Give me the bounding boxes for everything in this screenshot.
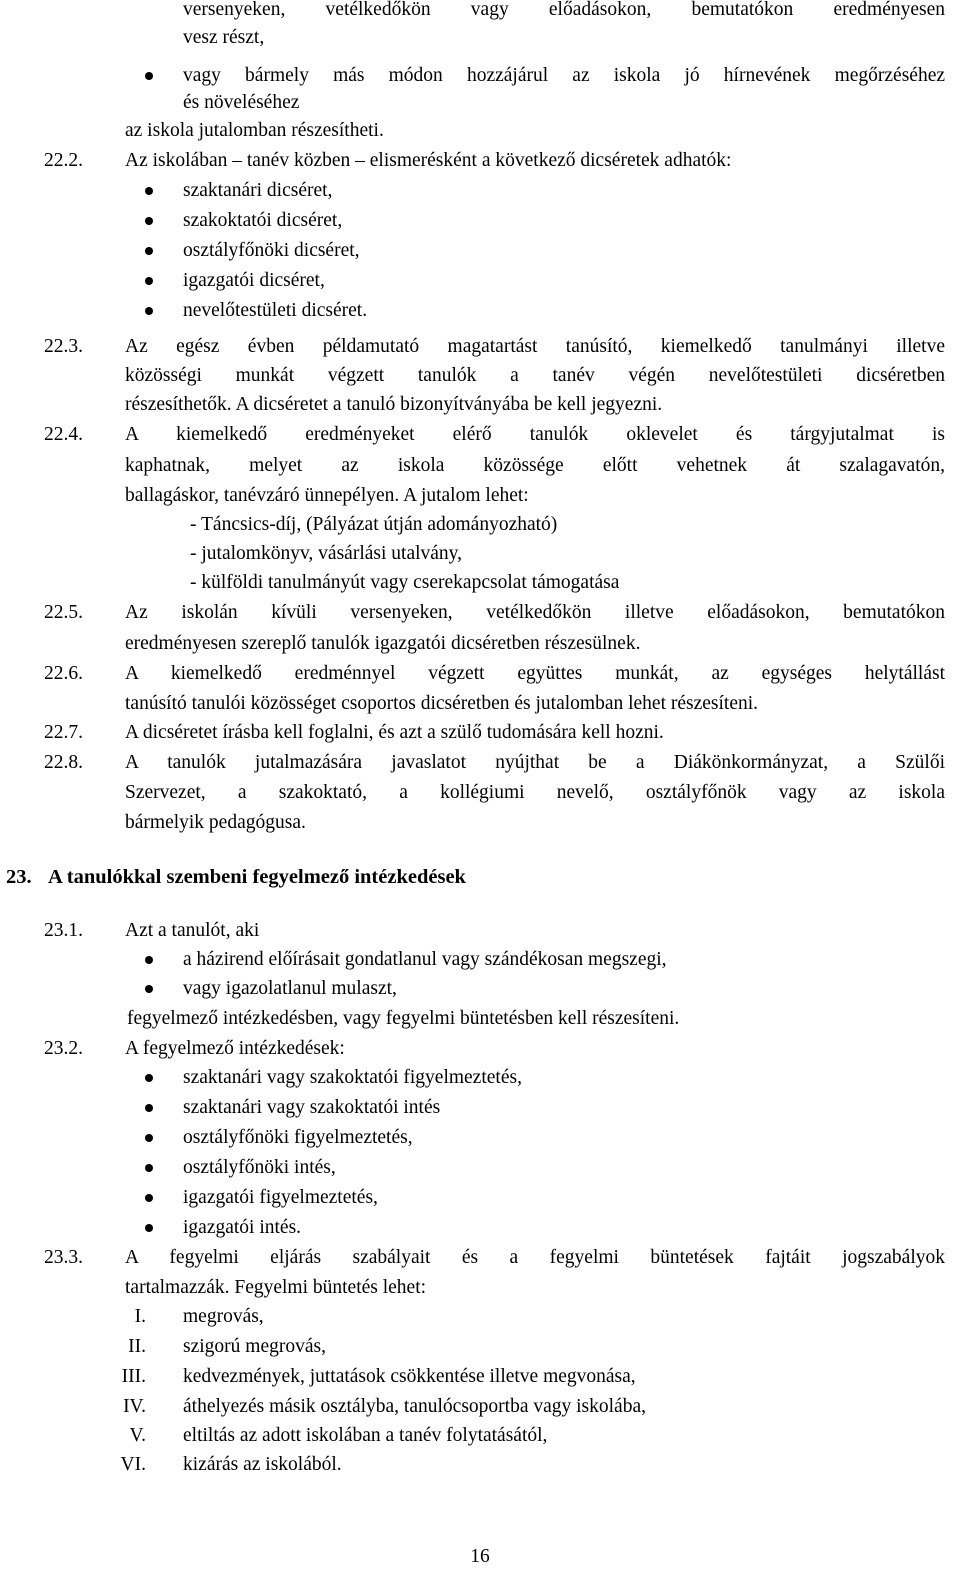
penalty-item: eltiltás az adott iskolában a tanév folytatásától,	[183, 1425, 548, 1446]
section-22-3-line-3: részesíthetők. A dicséretet a tanuló bizonyítványába be kell jegyezni.	[125, 394, 663, 415]
section-number-23-2: 23.2.	[44, 1038, 83, 1059]
bullet-icon	[145, 956, 153, 964]
section-22-6-line-1: A kiemelkedő eredménnyel végzett együttes munkát, az egységes helytállást	[125, 663, 945, 684]
intro-line-1: versenyeken, vetélkedőkön vagy előadásokon, bemutatókon eredményesen	[183, 0, 945, 20]
penalty-numeral: VI.	[120, 1454, 146, 1475]
section-22-4-line-2: kaphatnak, melyet az iskola közössége előtt vehetnek át szalagavatón,	[125, 455, 945, 476]
bullet-icon	[145, 1224, 153, 1232]
section-number-22-7: 22.7.	[44, 722, 83, 743]
section-number-22-2: 22.2.	[44, 150, 83, 171]
penalty-numeral: I.	[134, 1306, 146, 1327]
bullet-icon	[145, 1194, 153, 1202]
section-number-23-1: 23.1.	[44, 920, 83, 941]
bullet-icon	[145, 307, 153, 315]
section-22-4-line-1: A kiemelkedő eredményeket elérő tanulók oklevelet és tárgyjutalmat is	[125, 424, 945, 445]
list-item: osztályfőnöki intés,	[183, 1157, 336, 1178]
list-item: szaktanári vagy szakoktatói figyelmeztetés,	[183, 1067, 522, 1088]
section-22-8-line-2: Szervezet, a szakoktató, a kollégiumi nevelő, osztályfőnök vagy az iskola	[125, 782, 945, 803]
list-item: nevelőtestületi dicséret.	[183, 300, 368, 321]
list-item: a házirend előírásait gondatlanul vagy szándékosan megszegi,	[183, 949, 667, 970]
penalty-item: kizárás az iskolából.	[183, 1454, 342, 1475]
section-number-22-8: 22.8.	[44, 752, 83, 773]
bullet-icon	[145, 247, 153, 255]
section-number-22-6: 22.6.	[44, 663, 83, 684]
section-22-5-line-1: Az iskolán kívüli versenyeken, vetélkedőkön illetve előadásokon, bemutatókon	[125, 602, 945, 623]
reward-item: - jutalomkönyv, vásárlási utalvány,	[190, 543, 463, 564]
bullet-icon	[145, 1134, 153, 1142]
penalty-item: kedvezmények, juttatások csökkentése illetve megvonása,	[183, 1366, 636, 1387]
bullet-icon	[145, 72, 153, 80]
section-23-1-text: Azt a tanulót, aki	[125, 920, 260, 941]
intro-line-2: vesz részt,	[183, 27, 265, 48]
list-item: osztályfőnöki figyelmeztetés,	[183, 1127, 413, 1148]
list-item: szakoktatói dicséret,	[183, 210, 343, 231]
intro-line-5: az iskola jutalomban részesítheti.	[125, 120, 384, 141]
section-22-5-line-2: eredményesen szereplő tanulók igazgatói dicséretben részesülnek.	[125, 633, 641, 654]
section-22-6-line-2: tanúsító tanulói közösséget csoportos dicséretben és jutalomban lehet részesíteni.	[125, 693, 759, 714]
section-23-2-text: A fegyelmező intézkedések:	[125, 1038, 345, 1059]
page-number: 16	[470, 1546, 490, 1567]
bullet-icon	[145, 1164, 153, 1172]
intro-line-3: vagy bármely más módon hozzájárul az iskola jó hírnevének megőrzéséhez	[183, 65, 945, 86]
penalty-numeral: V.	[129, 1425, 146, 1446]
penalty-item: szigorú megrovás,	[183, 1336, 326, 1357]
bullet-icon	[145, 1074, 153, 1082]
section-number-22-5: 22.5.	[44, 602, 83, 623]
section-22-8-line-3: bármelyik pedagógusa.	[125, 812, 306, 833]
section-22-3-line-1: Az egész évben példamutató magatartást tanúsító, kiemelkedő tanulmányi illetve	[125, 336, 945, 357]
penalty-item: áthelyezés másik osztályba, tanulócsoportba vagy iskolába,	[183, 1396, 646, 1417]
penalty-numeral: II.	[128, 1336, 146, 1357]
section-22-2-text: Az iskolában – tanév közben – elismerésként a következő dicséretek adhatók:	[125, 150, 732, 171]
list-item: igazgatói figyelmeztetés,	[183, 1187, 378, 1208]
reward-item: - Táncsics-díj, (Pályázat útján adományozható)	[190, 514, 558, 535]
section-number-23-3: 23.3.	[44, 1247, 83, 1268]
list-item: igazgatói intés.	[183, 1217, 302, 1238]
list-item: osztályfőnöki dicséret,	[183, 240, 360, 261]
bullet-icon	[145, 187, 153, 195]
bullet-icon	[145, 217, 153, 225]
bullet-icon	[145, 985, 153, 993]
bullet-icon	[145, 1104, 153, 1112]
intro-line-4: és növeléséhez	[183, 92, 300, 113]
penalty-numeral: IV.	[123, 1396, 146, 1417]
penalty-item: megrovás,	[183, 1306, 264, 1327]
section-23-3-line-2: tartalmazzák. Fegyelmi büntetés lehet:	[125, 1277, 427, 1298]
section-number-22-3: 22.3.	[44, 336, 83, 357]
section-23-heading: A tanulókkal szembeni fegyelmező intézkedések	[48, 866, 466, 888]
list-item: vagy igazolatlanul mulaszt,	[183, 978, 397, 999]
penalty-numeral: III.	[121, 1366, 146, 1387]
section-22-4-line-3: ballagáskor, tanévzáró ünnepélyen. A jutalom lehet:	[125, 485, 529, 506]
list-item: szaktanári vagy szakoktatói intés	[183, 1097, 441, 1118]
section-22-8-line-1: A tanulók jutalmazására javaslatot nyújthat be a Diákönkormányzat, a Szülői	[125, 752, 945, 773]
section-23-3-line-1: A fegyelmi eljárás szabályait és a fegyelmi büntetések fajtáit jogszabályok	[125, 1247, 945, 1268]
list-item: igazgatói dicséret,	[183, 270, 325, 291]
section-22-7-line-1: A dicséretet írásba kell foglalni, és azt a szülő tudomására kell hozni.	[125, 722, 664, 743]
list-item: szaktanári dicséret,	[183, 180, 333, 201]
reward-item: - külföldi tanulmányút vagy cserekapcsolat támogatása	[190, 572, 620, 593]
bullet-icon	[145, 277, 153, 285]
section-number-22-4: 22.4.	[44, 424, 83, 445]
section-23-1-closing: fegyelmező intézkedésben, vagy fegyelmi büntetésben kell részesíteni.	[127, 1008, 680, 1029]
section-23-number: 23.	[6, 866, 32, 888]
section-22-3-line-2: közösségi munkát végzett tanulók a tanév végén nevelőtestületi dicséretben	[125, 365, 945, 386]
